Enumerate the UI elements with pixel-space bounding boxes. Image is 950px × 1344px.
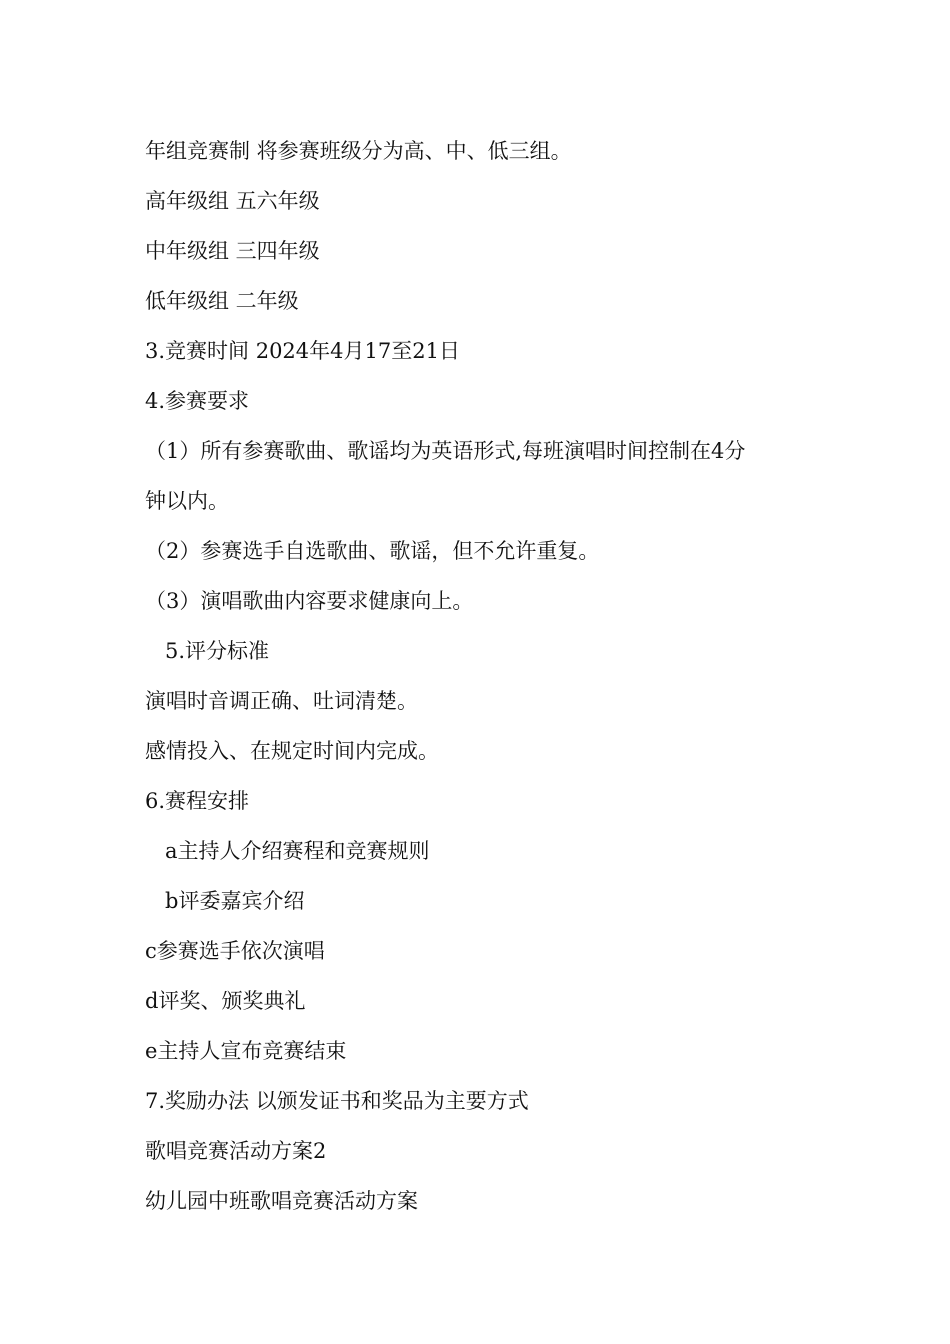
text-line: （3）演唱歌曲内容要求健康向上。 <box>145 589 474 613</box>
text-line: 低年级组 二年级 <box>145 289 299 313</box>
text-line: 演唱时音调正确、吐词清楚。 <box>145 689 418 713</box>
text-line: （2）参赛选手自选歌曲、歌谣，但不允许重复。 <box>145 539 600 563</box>
text-line: （1）所有参赛歌曲、歌谣均为英语形式,每班演唱时间控制在4分 <box>145 439 746 463</box>
list-item: a主持人介绍赛程和竞赛规则 <box>165 839 430 863</box>
text-line: 中年级组 三四年级 <box>145 239 320 263</box>
section-heading: 6.赛程安排 <box>145 789 250 813</box>
section-heading: 7.奖励办法 以颁发证书和奖品为主要方式 <box>145 1089 529 1113</box>
section-heading: 5.评分标准 <box>165 639 270 663</box>
section-heading: 4.参赛要求 <box>145 389 250 413</box>
list-item: d评奖、颁奖典礼 <box>145 989 306 1013</box>
document-title: 歌唱竞赛活动方案2 <box>145 1139 327 1163</box>
list-item: c参赛选手依次演唱 <box>145 939 325 963</box>
text-line: 高年级组 五六年级 <box>145 189 320 213</box>
text-line: 感情投入、在规定时间内完成。 <box>145 739 439 763</box>
list-item: b评委嘉宾介绍 <box>165 889 305 913</box>
section-heading: 3.竞赛时间 2024年4月17至21日 <box>145 339 460 363</box>
text-line: 年组竞赛制 将参赛班级分为高、中、低三组。 <box>145 139 572 163</box>
text-line: 钟以内。 <box>145 489 229 513</box>
list-item: e主持人宣布竞赛结束 <box>145 1039 347 1063</box>
document-subtitle: 幼儿园中班歌唱竞赛活动方案 <box>145 1189 418 1213</box>
